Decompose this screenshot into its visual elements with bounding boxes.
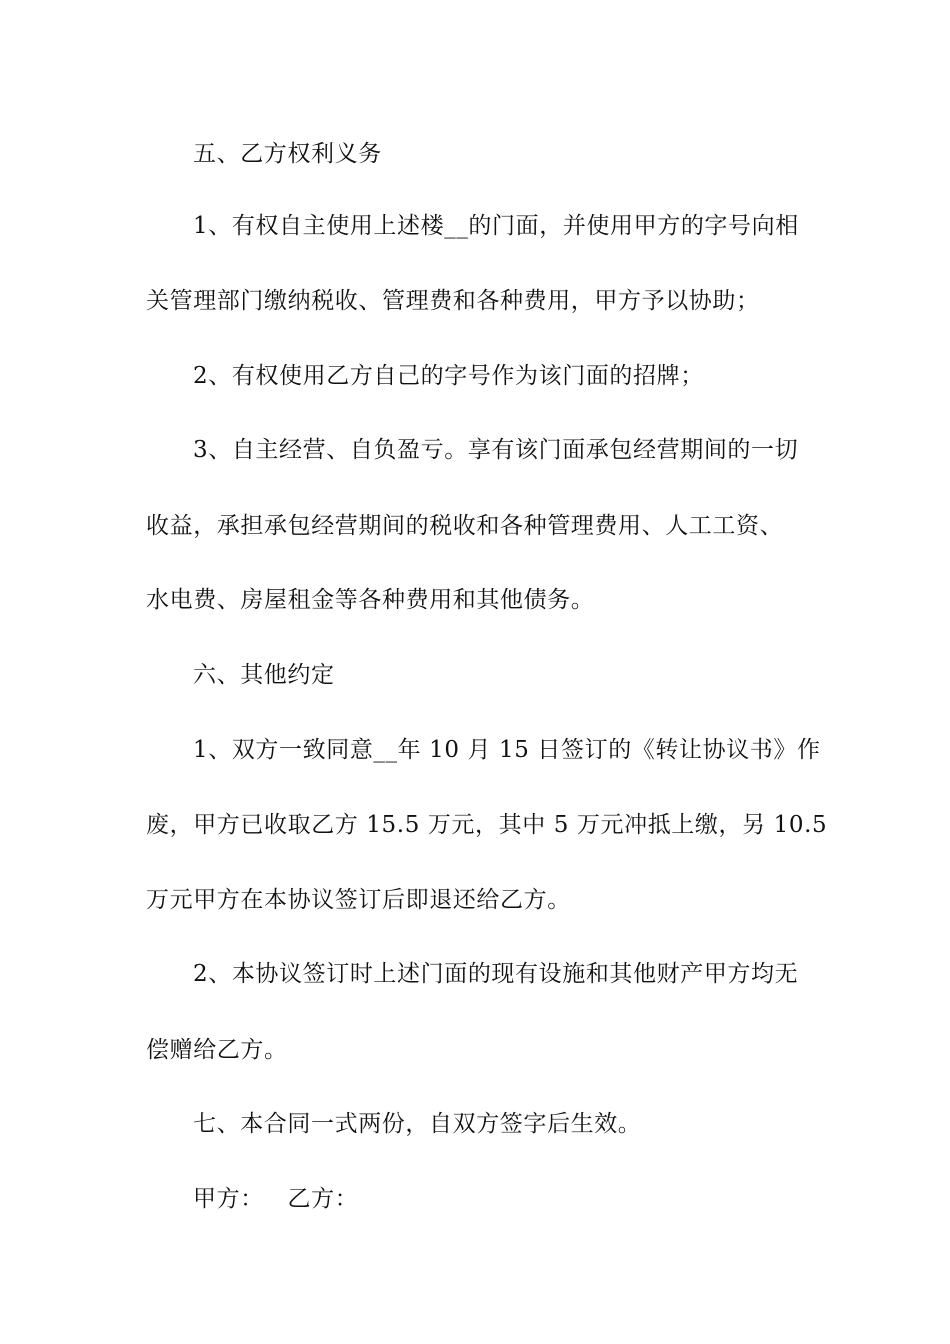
paragraph-line: 万元甲方在本协议签订后即退还给乙方。	[146, 887, 571, 913]
paragraph-line: 偿赠给乙方。	[146, 1037, 288, 1063]
section-5-heading: 五、乙方权利义务	[193, 141, 382, 167]
paragraph-line: 关管理部门缴纳税收、管理费和各种费用，甲方予以协助；	[146, 288, 760, 314]
paragraph-line: 1、双方一致同意__年 10 月 15 日签订的《转让协议书》作	[193, 737, 821, 763]
paragraph-line: 废，甲方已收取乙方 15.5 万元，其中 5 万元冲抵上缴，另 10.5	[146, 812, 828, 838]
paragraph-line: 1、有权自主使用上述楼__的门面，并使用甲方的字号向相	[193, 213, 799, 239]
paragraph-line: 3、自主经营、自负盈亏。享有该门面承包经营期间的一切	[193, 437, 799, 463]
paragraph-line: 水电费、房屋租金等各种费用和其他债务。	[146, 587, 595, 613]
paragraph-line: 2、本协议签订时上述门面的现有设施和其他财产甲方均无	[193, 961, 799, 987]
signature-line: 甲方： 乙方：	[193, 1186, 359, 1212]
paragraph-line: 收益，承担承包经营期间的税收和各种管理费用、人工工资、	[146, 513, 784, 539]
section-7-heading: 七、本合同一式两份，自双方签字后生效。	[193, 1111, 642, 1137]
paragraph-line: 2、有权使用乙方自己的字号作为该门面的招牌；	[193, 363, 704, 389]
section-6-heading: 六、其他约定	[193, 662, 335, 688]
